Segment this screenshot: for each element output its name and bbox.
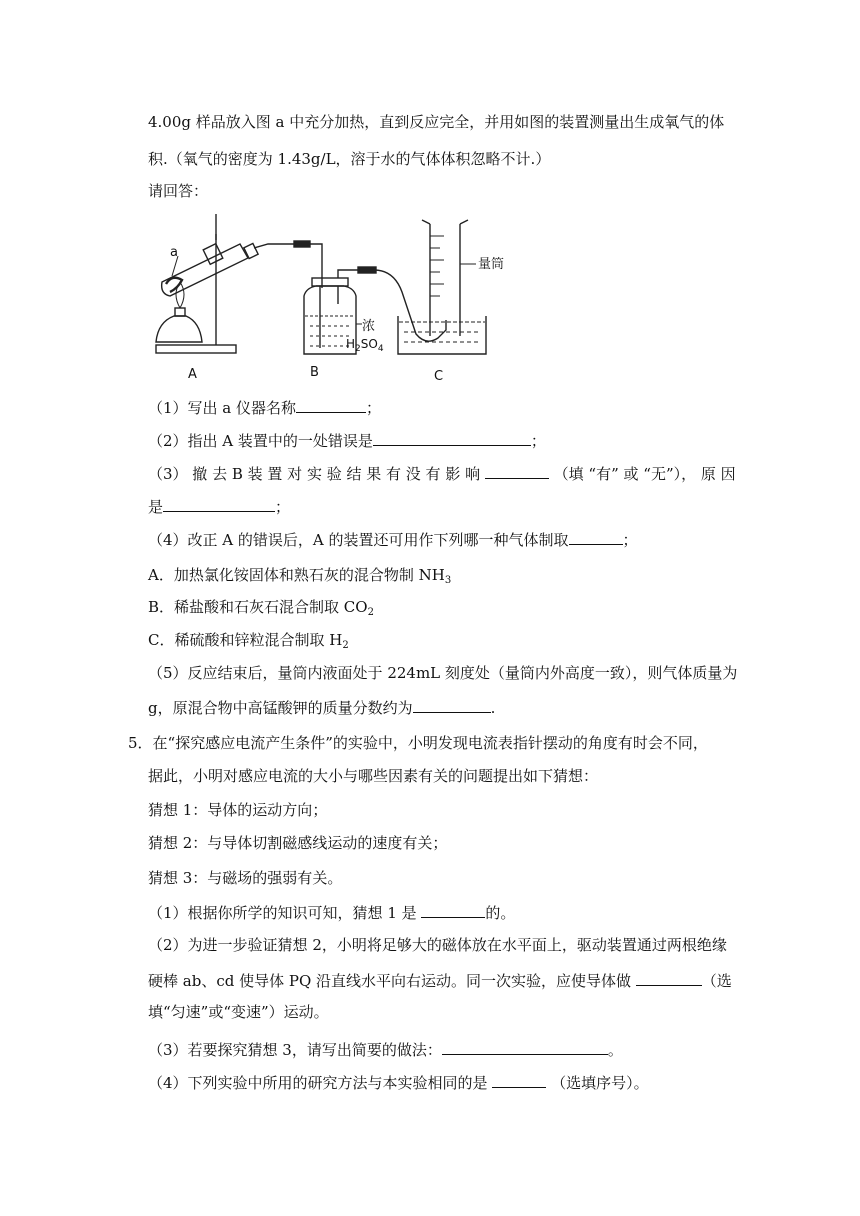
intro-line-2: 积.（氧气的密度为 1.43g/L，溶于水的气体体积忽略不计.） (148, 150, 551, 168)
q4-part-3-line-1: （3） 撤 去 B 装 置 对 实 验 结 果 有 没 有 影 响 （填 “有” 或 “无”）， 原 因 (148, 462, 736, 484)
q4-part-4: （4）改正 A 的错误后，A 的装置还可用作下列哪一种气体制取 ； (148, 528, 638, 550)
answer-blank-4[interactable] (569, 528, 623, 545)
answer-blank-q5-3[interactable] (442, 1038, 608, 1055)
label-cylinder: 量筒 (478, 257, 505, 272)
q4-part-1: （1）写出 a 仪器名称 ； (148, 396, 381, 418)
hypothesis-2: 猜想 2：与导体切割磁感线运动的速度有关； (148, 834, 448, 852)
q5-part-3: （3）若要探究猜想 3，请写出简要的做法： 。 (148, 1038, 623, 1060)
label-B: B (310, 365, 319, 380)
label-C: C (434, 369, 444, 384)
q5-stem-line-2: 据此，小明对感应电流的大小与哪些因素有关的问题提出如下猜想： (148, 767, 599, 785)
stand-base (156, 345, 236, 353)
label-A: A (188, 367, 197, 382)
q4-part-2: （2）指出 A 装置中的一处错误是 ； (148, 429, 546, 451)
q4-part-5-line-1: （5）反应结束后，量筒内液面处于 224mL 刻度处（量筒内外高度一致），则气体质量为 (148, 664, 738, 682)
q5-part-2-line-2: 硬棒 ab、cd 使导体 PQ 沿直线水平向右运动。同一次实验，应使导体做 （选 (148, 969, 732, 991)
hypothesis-3: 猜想 3：与磁场的强弱有关。 (148, 869, 343, 887)
intro-line-1: 4.00g 样品放入图 a 中充分加热，直到反应完全，并用如图的装置测量出生成氧气的体 (148, 113, 725, 131)
answer-blank-q5-2[interactable] (636, 969, 702, 986)
q5-part-2-line-1: （2）为进一步验证猜想 2，小明将足够大的磁体放在水平面上，驱动装置通过两根绝缘 (148, 936, 727, 954)
q5-part-4: （4）下列实验中所用的研究方法与本实验相同的是 （选填序号）。 (148, 1071, 649, 1093)
intro-prompt: 请回答： (148, 182, 209, 200)
answer-blank-q5-4[interactable] (492, 1071, 546, 1088)
answer-blank-3b[interactable] (163, 495, 275, 512)
answer-blank-q5-1[interactable] (421, 901, 485, 918)
q4-part-3-line-2: 是 ； (148, 495, 290, 517)
q5-stem-line-1: 5．在“探究感应电流产生条件”的实验中，小明发现电流表指针摆动的角度有时会不同， (128, 734, 708, 752)
option-a: A．加热氯化铵固体和熟石灰的混合物制 $NH_3$ (148, 566, 452, 586)
q4-part-5-line-2: g，原混合物中高锰酸钾的质量分数约为 . (148, 696, 495, 718)
alcohol-lamp (156, 316, 202, 342)
q5-part-1: （1）根据你所学的知识可知，猜想 1 是 的。 (148, 901, 515, 923)
q5-part-2-line-3: 填“匀速”或“变速”）运动。 (148, 1003, 329, 1021)
option-c: C．稀硫酸和锌粒混合制取 $H_2$ (148, 631, 349, 651)
answer-blank-2[interactable] (373, 429, 531, 446)
answer-blank-1[interactable] (296, 396, 366, 413)
label-concentrated: 浓 (362, 319, 376, 334)
option-b: B．稀盐酸和石灰石混合制取 $CO_2$ (148, 598, 374, 618)
answer-blank-3a[interactable] (485, 462, 549, 479)
label-sulfuric-acid: $H_2SO_4$ (346, 337, 384, 354)
experiment-apparatus-figure (148, 212, 548, 387)
label-a: a (170, 245, 178, 260)
hypothesis-1: 猜想 1：导体的运动方向； (148, 801, 328, 819)
answer-blank-5[interactable] (413, 696, 491, 713)
